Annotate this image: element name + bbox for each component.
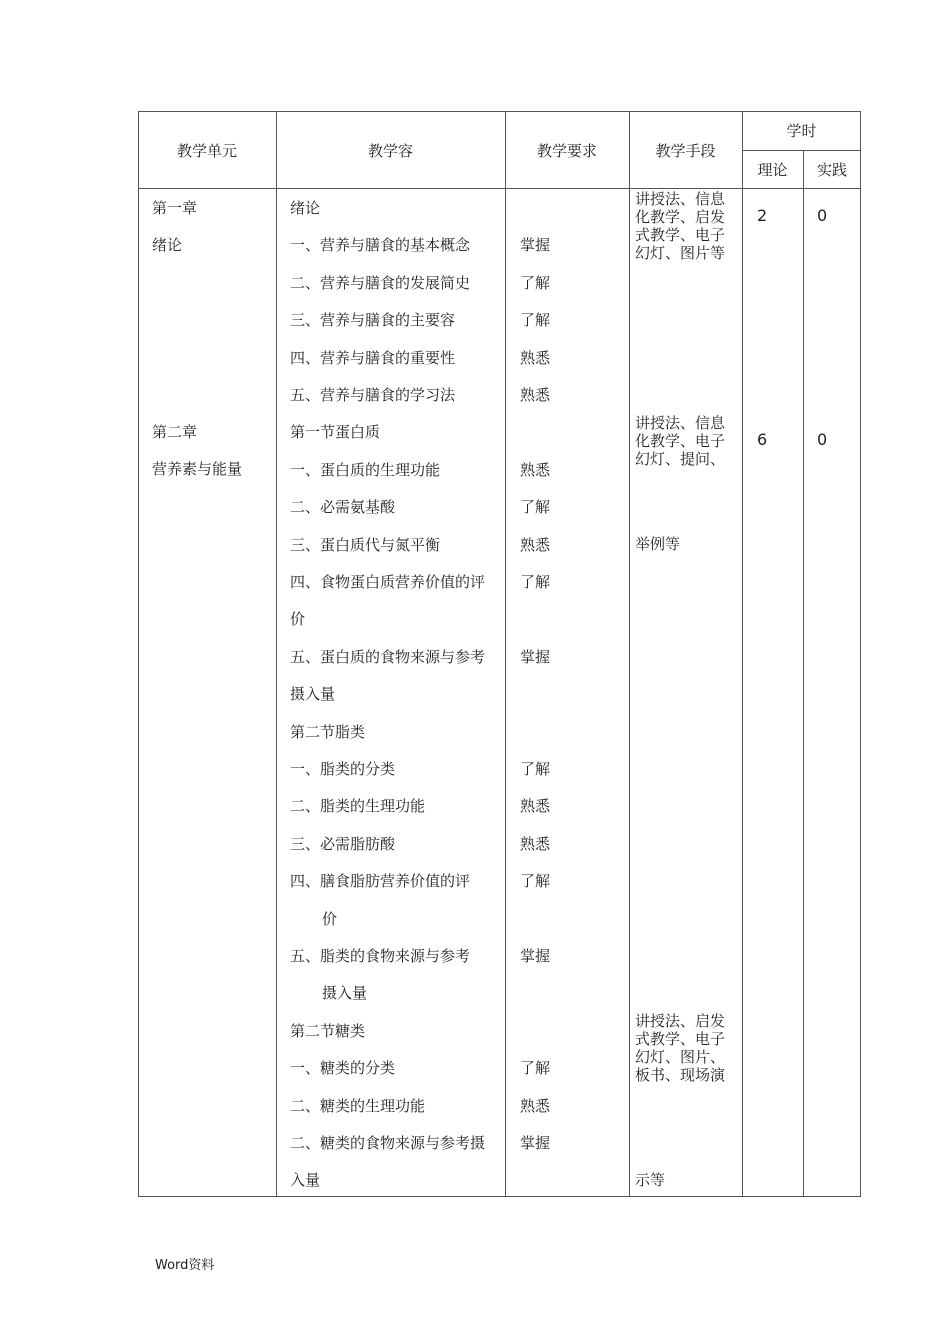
content-item: 二、糖类的食物来源与参考摄 <box>290 1134 486 1152</box>
method-text: 示等 <box>635 1171 666 1189</box>
practice-hours: 0 <box>817 430 828 449</box>
method-text: 讲授法、启发 式教学、电子 幻灯、图片、 板书、现场演 <box>635 1012 726 1084</box>
content-item: 三、营养与膳食的主要容 <box>290 311 456 330</box>
requirement-item: 了解 <box>520 273 551 292</box>
content-item: 三、必需脂肪酸 <box>290 834 396 853</box>
content-item: 二、脂类的生理功能 <box>290 797 426 816</box>
method-text: 讲授法、信息 化教学、电子 幻灯、提问、 <box>635 414 726 468</box>
requirement-item: 了解 <box>520 573 551 591</box>
content-item: 二、必需氨基酸 <box>290 498 396 517</box>
theory-hours: 2 <box>757 206 768 225</box>
table-frame <box>138 111 861 1197</box>
requirement-item: 了解 <box>520 872 551 891</box>
requirement-item: 了解 <box>520 311 551 330</box>
content-item: 一、脂类的分类 <box>290 760 396 778</box>
method-text: 讲授法、信息 化教学、启发 式教学、电子 幻灯、图片等 <box>635 190 726 262</box>
chapter-name: 营养素与能量 <box>152 460 243 478</box>
content-item: 五、脂类的食物来源与参考 <box>290 947 471 965</box>
content-item: 第一节蛋白质 <box>290 423 381 442</box>
row-divider <box>138 188 861 189</box>
content-item: 入量 <box>290 1171 321 1190</box>
footer-label: Word资料 <box>155 1258 215 1273</box>
requirement-item: 掌握 <box>520 647 551 666</box>
content-item: 价 <box>290 610 306 629</box>
content-item: 四、膳食脂肪营养价值的评 <box>290 872 471 891</box>
requirement-item: 了解 <box>520 1059 551 1078</box>
requirement-item: 掌握 <box>520 236 551 255</box>
content-item: 摄入量 <box>322 984 368 1003</box>
content-item: 二、营养与膳食的发展简史 <box>290 273 471 292</box>
col-divider <box>505 111 506 1197</box>
header-unit: 教学单元 <box>176 142 237 160</box>
requirement-item: 熟悉 <box>520 535 551 554</box>
requirement-item: 熟悉 <box>520 348 551 367</box>
content-item: 一、糖类的分类 <box>290 1059 396 1078</box>
requirement-item: 掌握 <box>520 947 551 965</box>
col-divider <box>742 111 743 1197</box>
header-method: 教学手段 <box>655 142 716 160</box>
practice-hours: 0 <box>817 206 828 225</box>
content-item: 四、食物蛋白质营养价值的评 <box>290 573 486 591</box>
row-divider <box>742 150 861 151</box>
requirement-item: 熟悉 <box>520 386 551 404</box>
content-item: 第二节脂类 <box>290 722 366 741</box>
method-text: 举例等 <box>635 535 681 553</box>
header-content: 教学容 <box>367 142 413 160</box>
header-theory: 理论 <box>757 161 788 179</box>
content-item: 五、蛋白质的食物来源与参考 <box>290 647 486 666</box>
requirement-item: 掌握 <box>520 1134 551 1152</box>
requirement-item: 了解 <box>520 760 551 778</box>
content-item: 三、蛋白质代与氮平衡 <box>290 535 441 554</box>
content-item: 四、营养与膳食的重要性 <box>290 348 456 367</box>
chapter-name: 绪论 <box>152 236 183 254</box>
col-divider <box>629 111 630 1197</box>
requirement-item: 熟悉 <box>520 834 551 853</box>
col-divider <box>803 150 804 1197</box>
content-item: 五、营养与膳食的学习法 <box>290 386 456 404</box>
chapter-title: 第一章 <box>152 199 198 217</box>
content-item: 二、糖类的生理功能 <box>290 1096 426 1115</box>
requirement-item: 熟悉 <box>520 797 551 816</box>
content-item: 一、营养与膳食的基本概念 <box>290 236 471 255</box>
requirement-item: 熟悉 <box>520 460 551 479</box>
requirement-item: 熟悉 <box>520 1096 551 1115</box>
theory-hours: 6 <box>757 430 768 449</box>
content-item: 绪论 <box>290 199 321 217</box>
requirement-item: 了解 <box>520 498 551 517</box>
content-item: 价 <box>322 909 338 928</box>
chapter-title: 第二章 <box>152 423 198 441</box>
content-item: 摄入量 <box>290 685 336 704</box>
col-divider <box>276 111 277 1197</box>
header-requirement: 教学要求 <box>536 142 597 160</box>
content-item: 一、蛋白质的生理功能 <box>290 460 441 479</box>
header-hours: 学时 <box>786 122 817 140</box>
content-item: 第二节糖类 <box>290 1021 366 1040</box>
header-practice: 实践 <box>816 161 847 179</box>
